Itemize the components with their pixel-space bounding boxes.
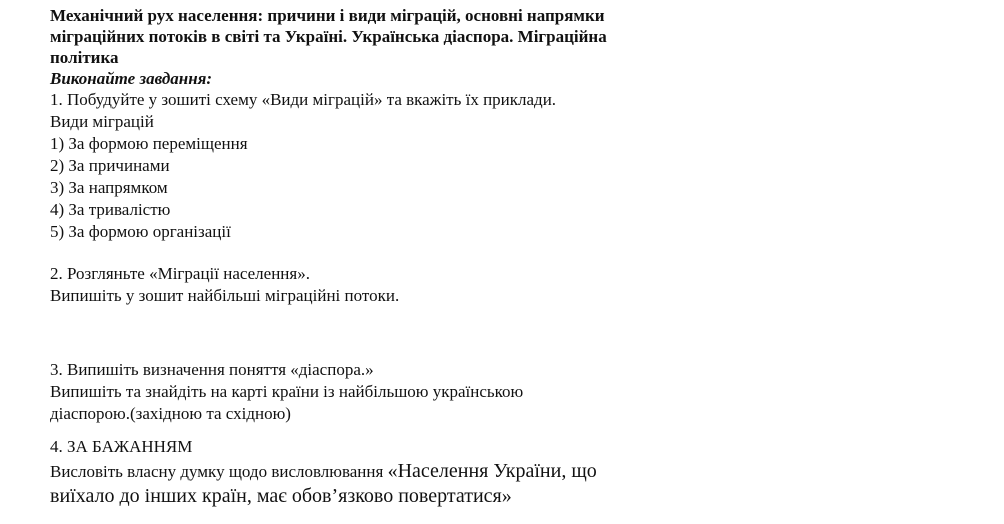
task-1-title: 1. Побудуйте у зошиті схему «Види міграцій» та вкажіть їх приклади. [50,90,557,109]
task-4-quote-part-1: «Населення України, що [387,460,597,482]
task-2 [50,263,990,307]
instruction-label: Виконайте завдання: [50,69,213,88]
task-3-text-line-2: діаспорою.(західною та східною) [50,404,291,423]
task-4-quote-part-2: виїхало до інших країн, має обов’язково повертатися» [50,485,512,507]
task-3-text-line-1: Випишіть та знайдіть на карті країни із найбільшою українською [50,382,524,401]
heading-line-3: політика [50,48,119,67]
task-4-title: 4. ЗА БАЖАННЯМ [50,437,193,456]
task-1-subtitle: Види міграцій [50,112,154,131]
migration-type-item: 5) За формою організації [50,222,231,241]
task-3-title: 3. Випишіть визначення поняття «діаспора.» [50,360,374,379]
heading-line-1: Механічний рух населення: причини і види міграцій, основні напрямки [50,6,605,25]
task-1 [50,89,990,243]
document-page [50,5,990,508]
document-heading [50,5,700,68]
migration-type-item: 4) За тривалістю [50,200,171,219]
task-4-text-prefix: Висловіть власну думку щодо висловлювання [50,462,388,481]
task-3 [50,359,990,425]
migration-type-item: 3) За напрямком [50,178,168,197]
migration-type-item: 1) За формою переміщення [50,134,248,153]
spacer [50,243,990,263]
task-4 [50,435,990,508]
migration-type-item: 2) За причинами [50,156,170,175]
heading-line-2: міграційних потоків в світі та Україні. Українська діаспора. Міграційна [50,27,607,46]
task-2-text: Випишіть у зошит найбільші міграційні потоки. [50,286,400,305]
spacer [50,307,990,359]
task-2-title: 2. Розгляньте «Міграції населення». [50,264,310,283]
spacer [50,425,990,435]
task-4-text [50,459,990,484]
